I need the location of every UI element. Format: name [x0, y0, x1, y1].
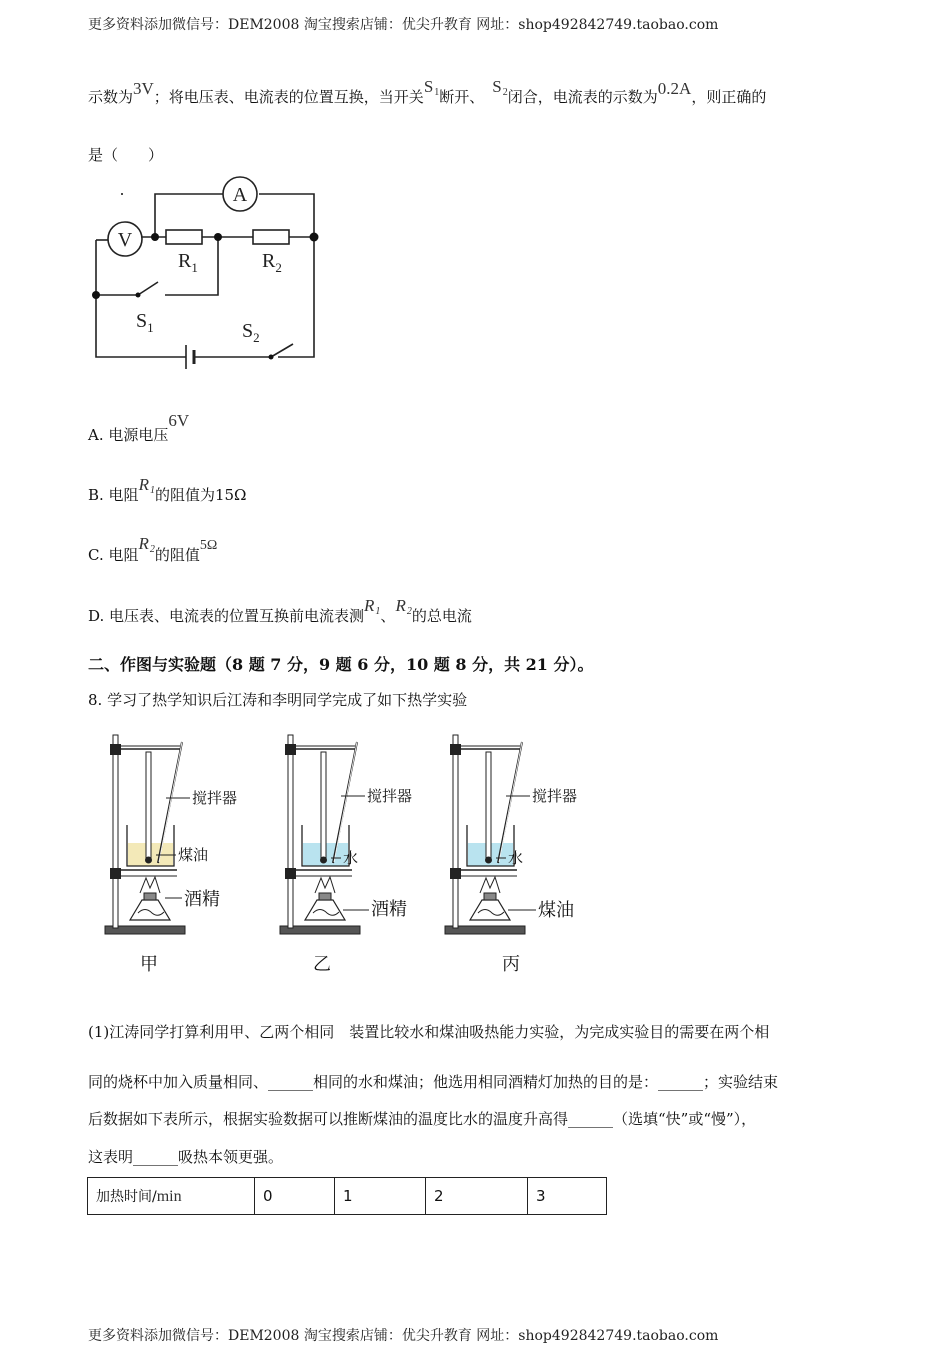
- option-b: B. 电阻$R_1$的阻值为15Ω: [88, 475, 247, 504]
- q7-text: ，则正确的: [691, 88, 767, 106]
- liquid-label: 水: [343, 849, 359, 867]
- voltmeter-label: V: [117, 229, 133, 251]
- circuit-diagram: [88, 172, 328, 372]
- setup-caption: 甲: [140, 954, 158, 975]
- r2-label: $R_2$: [262, 250, 282, 275]
- option-b-resistor: $R_1$: [138, 475, 155, 496]
- switch-s1: [96, 282, 158, 295]
- page-footer: 更多资料添加微信号：DEM2008 淘宝搜索店铺：优尖升教育 网址：shop492842749.taobao.com: [88, 1328, 719, 1344]
- resistor-r1: [166, 230, 202, 244]
- option-a-value: 6V: [168, 411, 190, 430]
- option-c-resistor: $R_2$: [138, 534, 155, 555]
- setup-bing: [445, 735, 577, 975]
- q8-intro: 8. 学习了热学知识后江涛和李明同学完成了如下热学实验: [88, 691, 468, 709]
- liquid-label: 水: [508, 849, 524, 867]
- setup-caption: 乙: [313, 954, 331, 975]
- ammeter-label: A: [232, 184, 248, 206]
- liquid-label: 煤油: [178, 846, 209, 864]
- table-cell: 1: [335, 1178, 426, 1215]
- q8-p1-line4: 这表明______吸热本领更强。: [88, 1148, 284, 1166]
- table-cell: 0: [255, 1178, 335, 1215]
- r1-label: $R_1$: [178, 250, 198, 275]
- table-header-cell: 加热时间/min: [88, 1178, 255, 1215]
- q7-voltage-value: 3V: [133, 79, 154, 98]
- stirrer-label: 搅拌器: [367, 787, 413, 805]
- s2-label: $S_2$: [242, 320, 260, 345]
- option-d-resistor1: $R_1$: [364, 596, 381, 617]
- burner-label: 酒精: [371, 899, 407, 920]
- s1-label: $S_1$: [136, 310, 154, 335]
- option-d-resistor2: $R_2$: [395, 596, 412, 617]
- table-row: [88, 1178, 607, 1215]
- q7-text: 闭合，电流表的示数为: [507, 88, 658, 106]
- q7-current-value: 0.2A: [657, 79, 692, 98]
- section-title: 二、作图与实验题（8 题 7 分，9 题 6 分，10 题 8 分，共 21 分）。: [88, 655, 594, 674]
- q7-switch-s2: $S_2$: [492, 77, 508, 98]
- q7-line2: 是（ ）: [88, 146, 164, 164]
- table-cell: 3: [528, 1178, 607, 1215]
- q8-p1-line2: 同的烧杯中加入质量相同、______相同的水和煤油；他选用相同酒精灯加热的目的是：______；实验结束: [88, 1073, 779, 1091]
- burner-label: 酒精: [184, 889, 220, 910]
- switch-s2: [271, 344, 293, 357]
- setup-jia: [105, 735, 237, 975]
- setup-yi: [280, 735, 412, 975]
- option-c-value: 5Ω: [199, 538, 218, 553]
- page-header: 更多资料添加微信号：DEM2008 淘宝搜索店铺：优尖升教育 网址：shop492842749.taobao.com: [88, 17, 719, 33]
- data-table: [87, 1177, 607, 1215]
- q7-text: 示数为: [88, 88, 134, 106]
- option-c: C. 电阻$R_2$的阻值5Ω: [88, 534, 218, 564]
- option-d: D. 电压表、电流表的位置互换前电流表测$R_1$、$R_2$的总电流: [88, 596, 472, 625]
- stirrer-label: 搅拌器: [532, 787, 578, 805]
- q7-switch-s1: $S_1$: [423, 77, 440, 98]
- stirrer-label: 搅拌器: [192, 789, 238, 807]
- burner-label: 煤油: [538, 900, 574, 921]
- experiment-figure: [100, 730, 610, 980]
- option-a: A. 电源电压6V: [88, 411, 190, 444]
- q8-p1-line3: 后数据如下表所示，根据实验数据可以推断煤油的温度比水的温度升高得______（选填“快”或“慢”），: [88, 1110, 757, 1128]
- q7-text: 断开、: [439, 88, 485, 106]
- table-cell: 2: [426, 1178, 528, 1215]
- q7-line1: [88, 77, 767, 108]
- q8-p1-line1: (1)江涛同学打算利用甲、乙两个相同 装置比较水和煤油吸热能力实验，为完成实验目的需要在两个相: [88, 1023, 770, 1041]
- setup-caption: 丙: [502, 954, 520, 975]
- q7-text: ；将电压表、电流表的位置互换，当开关: [153, 88, 424, 106]
- resistor-r2: [253, 230, 289, 244]
